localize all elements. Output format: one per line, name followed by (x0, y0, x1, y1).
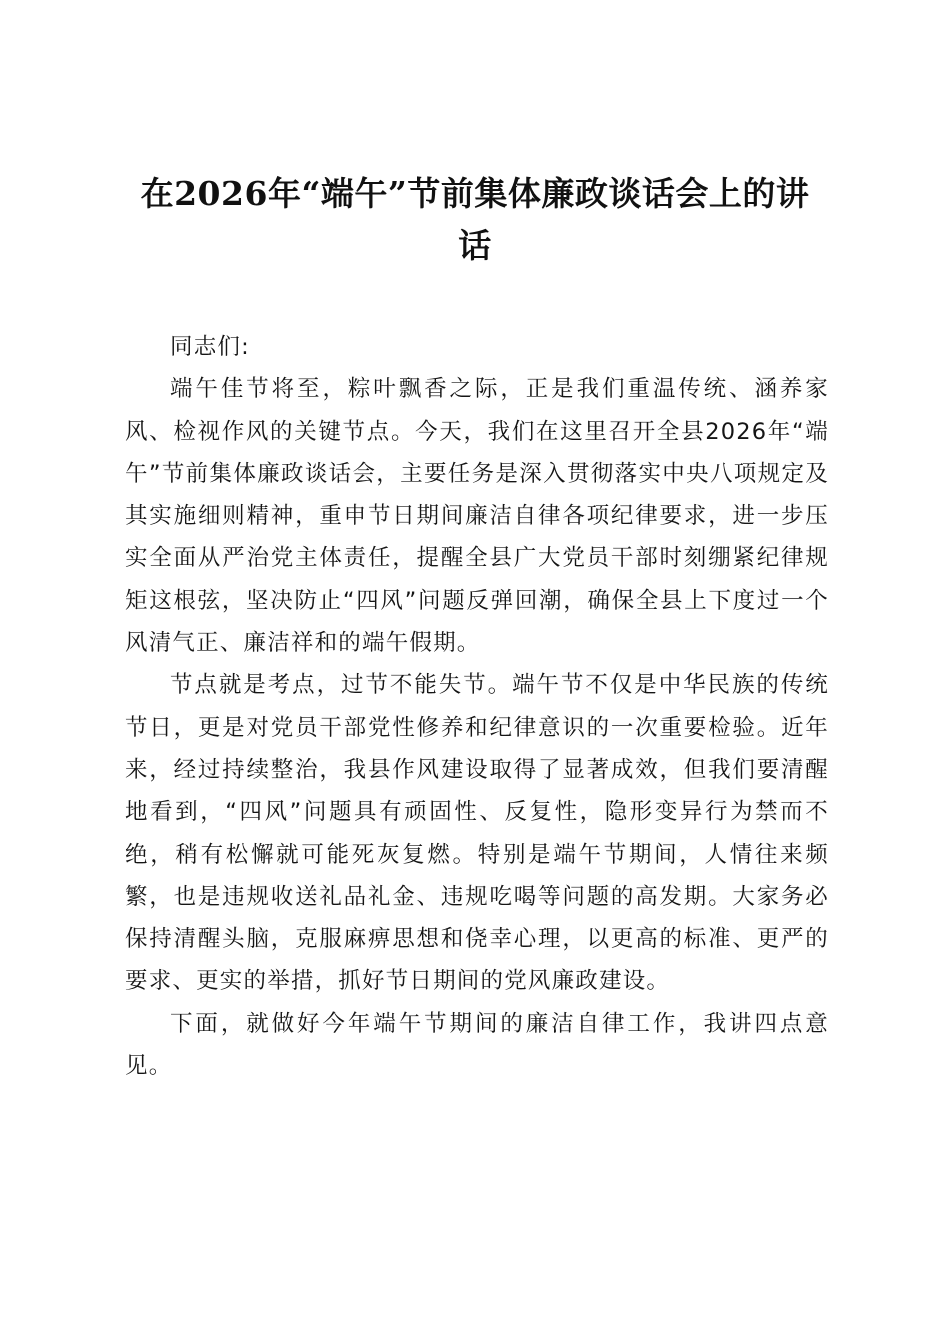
salutation: 同志们: (170, 334, 250, 360)
paragraph-1: 端午佳节将至，粽叶飘香之际，正是我们重温传统、涵养家风、检视作风的关键节点。今天，我们在这里召开全县2026年“端午”节前集体廉政谈话会，主要任务是深入贯彻落实中央八项规定及其实施细则精神，重申节日期间廉洁自律各项纪律要求，进一步压实全面从严治党主体责任，提醒全县广大党员干部时刻绷紧纪律规矩这根弦，坚决防止“四风”问题反弹回潮，确保全县上下度过一个风清气正、廉洁祥和的端午假期。 (125, 376, 829, 657)
paragraph-3: 下面，就做好今年端午节期间的廉洁自律工作，我讲四点意见。 (125, 1010, 829, 1080)
document-title: 在2026年“端午”节前集体廉政谈话会上的讲话 (140, 174, 810, 265)
paragraph-2: 节点就是考点，过节不能失节。端午节不仅是中华民族的传统节日，更是对党员干部党性修养和纪律意识的一次重要检验。近年来，经过持续整治，我县作风建设取得了显著成效，但我们要清醒地看到，“四风”问题具有顽固性、反复性，隐形变异行为禁而不绝，稍有松懈就可能死灰复燃。特别是端午节期间，人情往来频繁，也是违规收送礼品礼金、违规吃喝等问题的高发期。大家务必保持清醒头脑，克服麻痹思想和侥幸心理，以更高的标准、更严的要求、更实的举措，抓好节日期间的党风廉政建设。 (125, 672, 829, 995)
document-body (125, 326, 829, 1087)
